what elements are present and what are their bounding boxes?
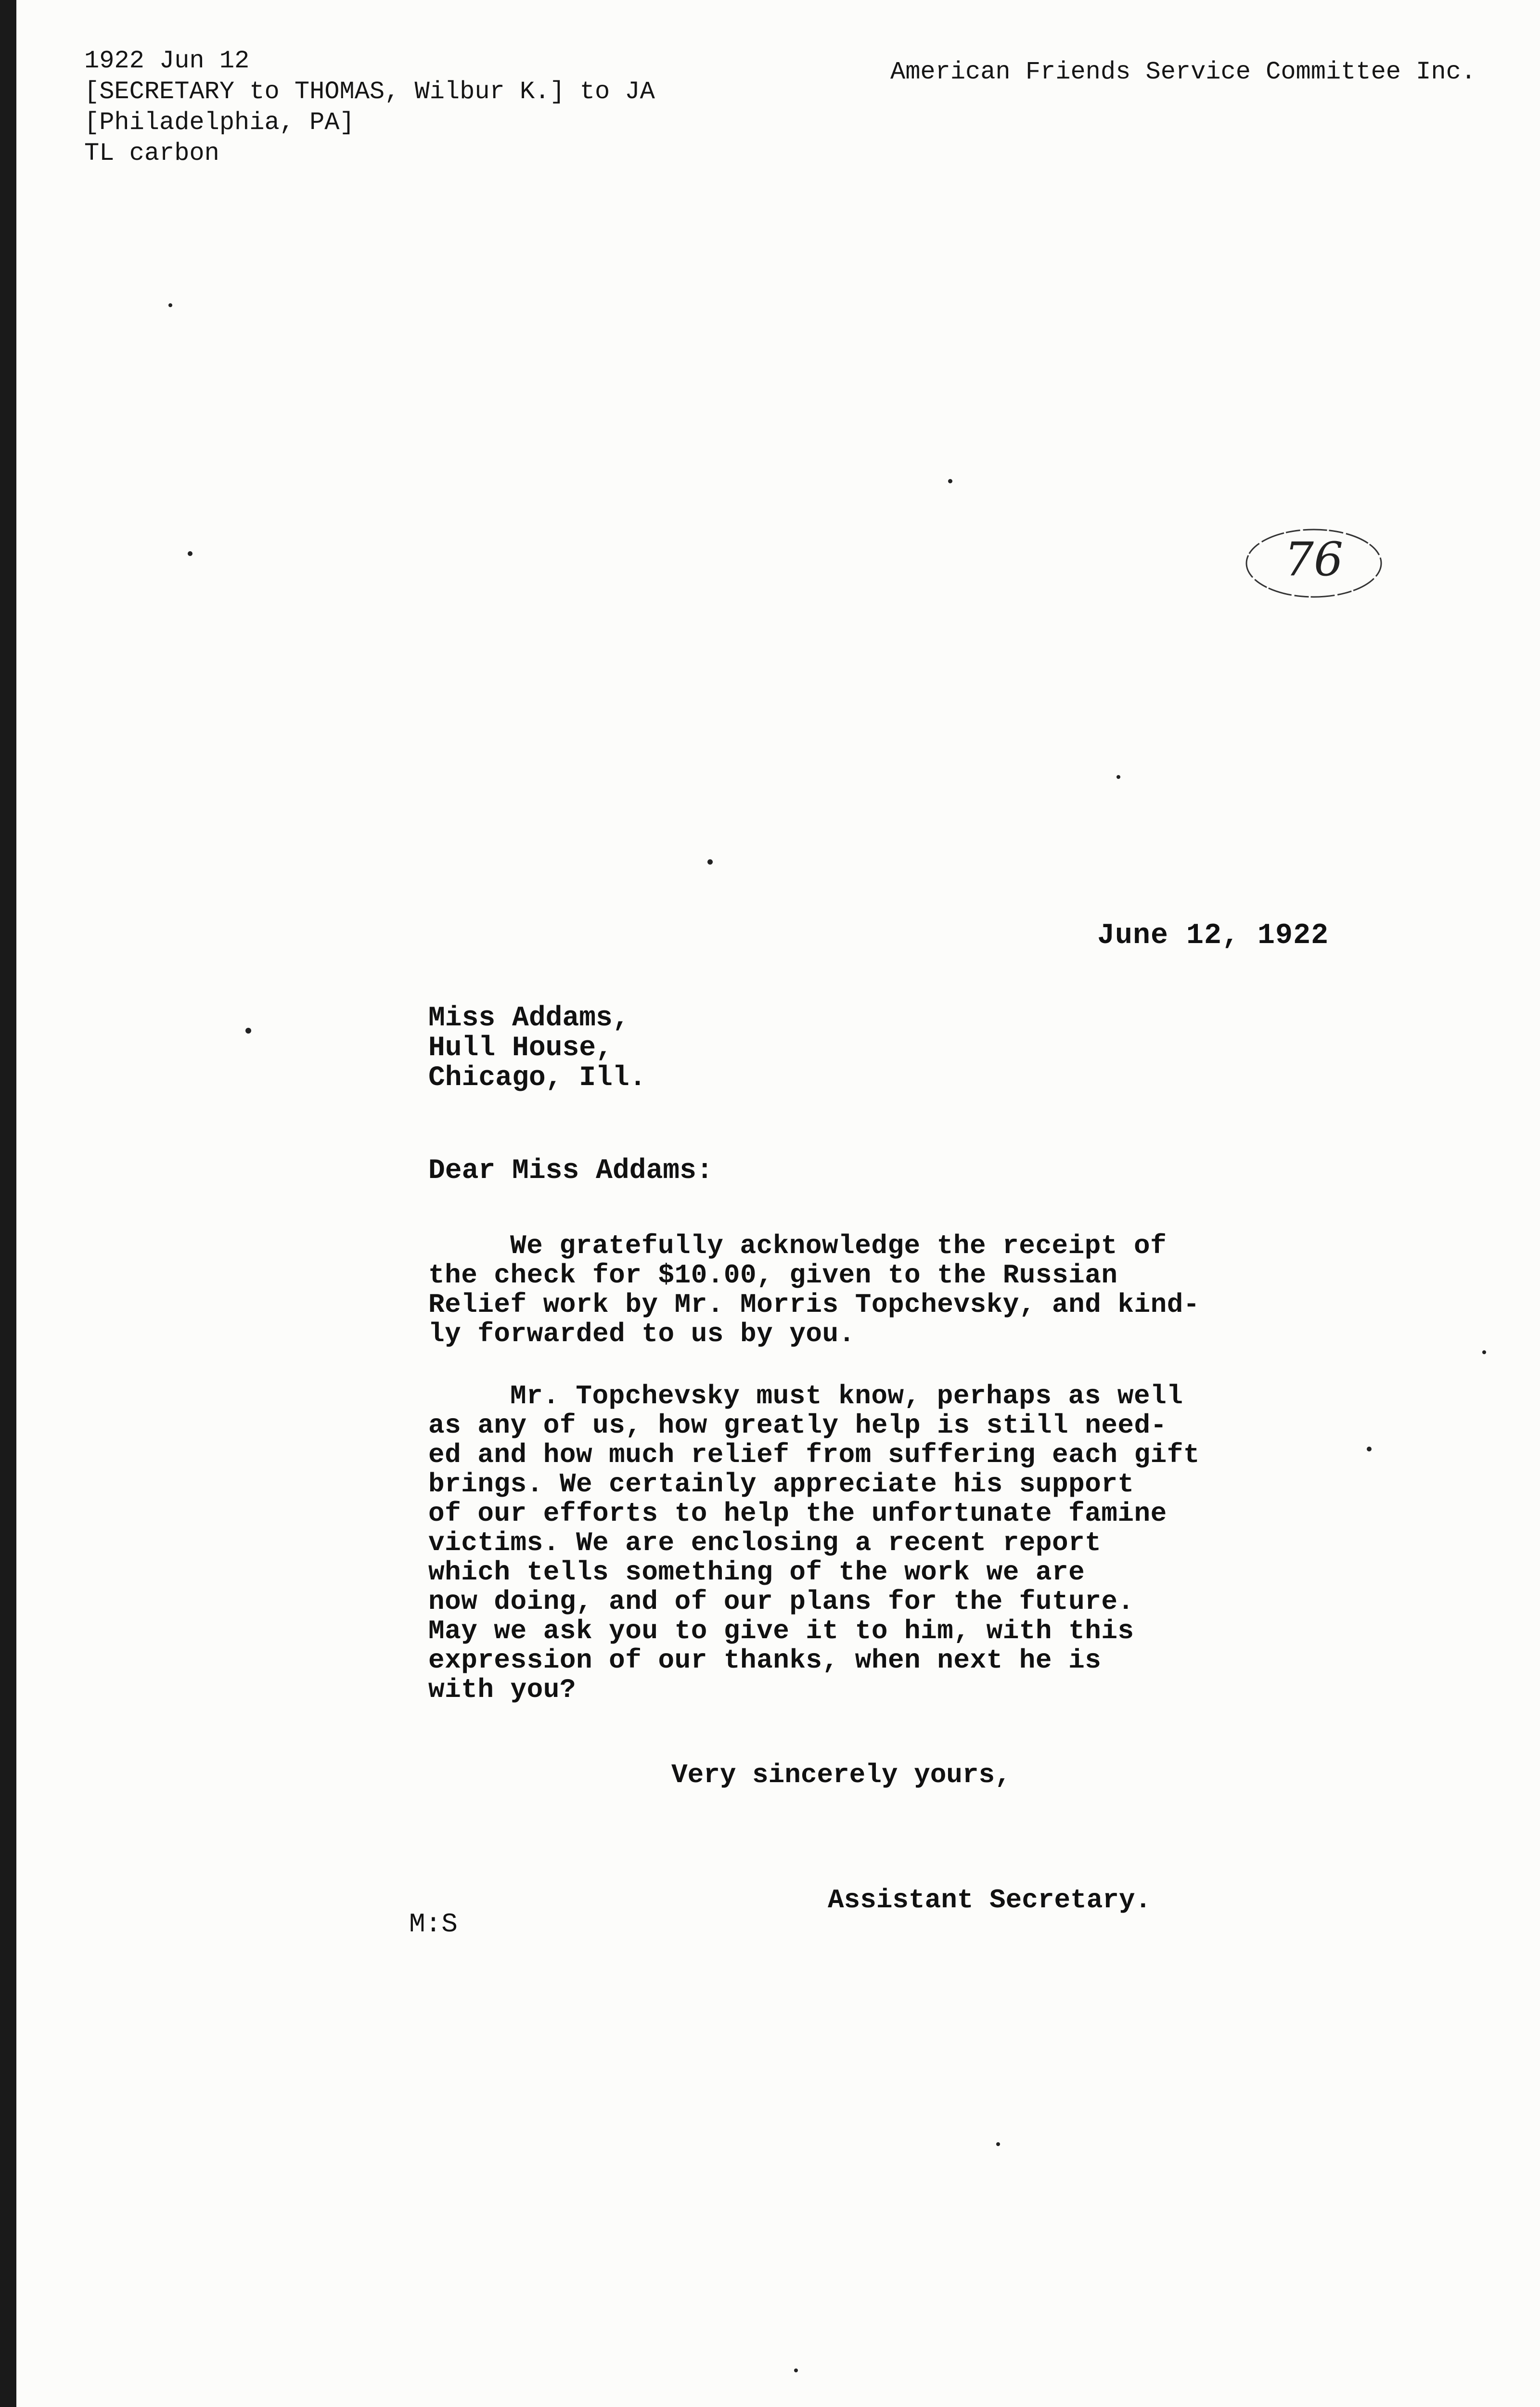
- body-paragraph-2: [428, 1382, 1200, 1705]
- header-place: [Philadelphia, PA]: [84, 108, 355, 137]
- paragraph-line: with you?: [428, 1674, 576, 1705]
- recipient-address: [428, 1004, 646, 1093]
- archival-header: [84, 46, 655, 169]
- scan-speck: [948, 479, 952, 483]
- scan-speck: [707, 859, 713, 865]
- scan-speck: [1367, 1447, 1372, 1451]
- paragraph-line: We gratefully acknowledge the receipt of: [510, 1230, 1167, 1261]
- typist-initials: M:S: [409, 1909, 458, 1940]
- scan-speck: [996, 2142, 1000, 2146]
- header-correspondents: [SECRETARY to THOMAS, Wilbur K.] to JA: [84, 78, 655, 106]
- paragraph-line: victims. We are enclosing a recent report: [428, 1527, 1102, 1558]
- closing: Very sincerely yours,: [671, 1760, 1011, 1790]
- address-city: Chicago, Ill.: [428, 1062, 646, 1094]
- address-name: Miss Addams,: [428, 1003, 629, 1034]
- paragraph-line: brings. We certainly appreciate his support: [428, 1469, 1134, 1500]
- scan-speck: [1482, 1350, 1486, 1354]
- body-paragraph-1: [428, 1231, 1200, 1349]
- scan-speck: [245, 1028, 251, 1034]
- scan-edge: [0, 0, 16, 2407]
- letter-date: June 12, 1922: [1097, 919, 1329, 952]
- scan-speck: [1116, 775, 1120, 779]
- paragraph-line: Mr. Topchevsky must know, perhaps as well: [510, 1381, 1183, 1411]
- paragraph-line: expression of our thanks, when next he is: [428, 1645, 1102, 1676]
- signature-title: Assistant Secretary.: [828, 1885, 1152, 1915]
- paragraph-line: ly forwarded to us by you.: [428, 1319, 855, 1349]
- scan-speck: [188, 551, 192, 556]
- header-doc-type: TL carbon: [84, 139, 219, 168]
- header-date: 1922 Jun 12: [84, 47, 250, 75]
- organization-name: American Friends Service Committee Inc.: [890, 58, 1476, 86]
- paragraph-line: the check for $10.00, given to the Russian: [428, 1260, 1118, 1291]
- scan-speck: [168, 303, 172, 307]
- scan-speck: [794, 2368, 798, 2372]
- paragraph-line: May we ask you to give it to him, with this: [428, 1616, 1134, 1646]
- paragraph-line: which tells something of the work we are: [428, 1557, 1085, 1588]
- handwritten-number-icon: [1242, 518, 1386, 609]
- paragraph-line: of our efforts to help the unfortunate famine: [428, 1498, 1167, 1529]
- paragraph-line: as any of us, how greatly help is still need-: [428, 1410, 1167, 1441]
- archive-number-stamp: [1242, 518, 1386, 609]
- address-street: Hull House,: [428, 1033, 613, 1064]
- salutation: Dear Miss Addams:: [428, 1155, 713, 1187]
- paragraph-line: now doing, and of our plans for the future.: [428, 1586, 1134, 1617]
- paragraph-line: Relief work by Mr. Morris Topchevsky, and kind-: [428, 1289, 1200, 1320]
- paragraph-line: ed and how much relief from suffering each gift: [428, 1439, 1200, 1470]
- archive-number-text: 76: [1284, 532, 1344, 586]
